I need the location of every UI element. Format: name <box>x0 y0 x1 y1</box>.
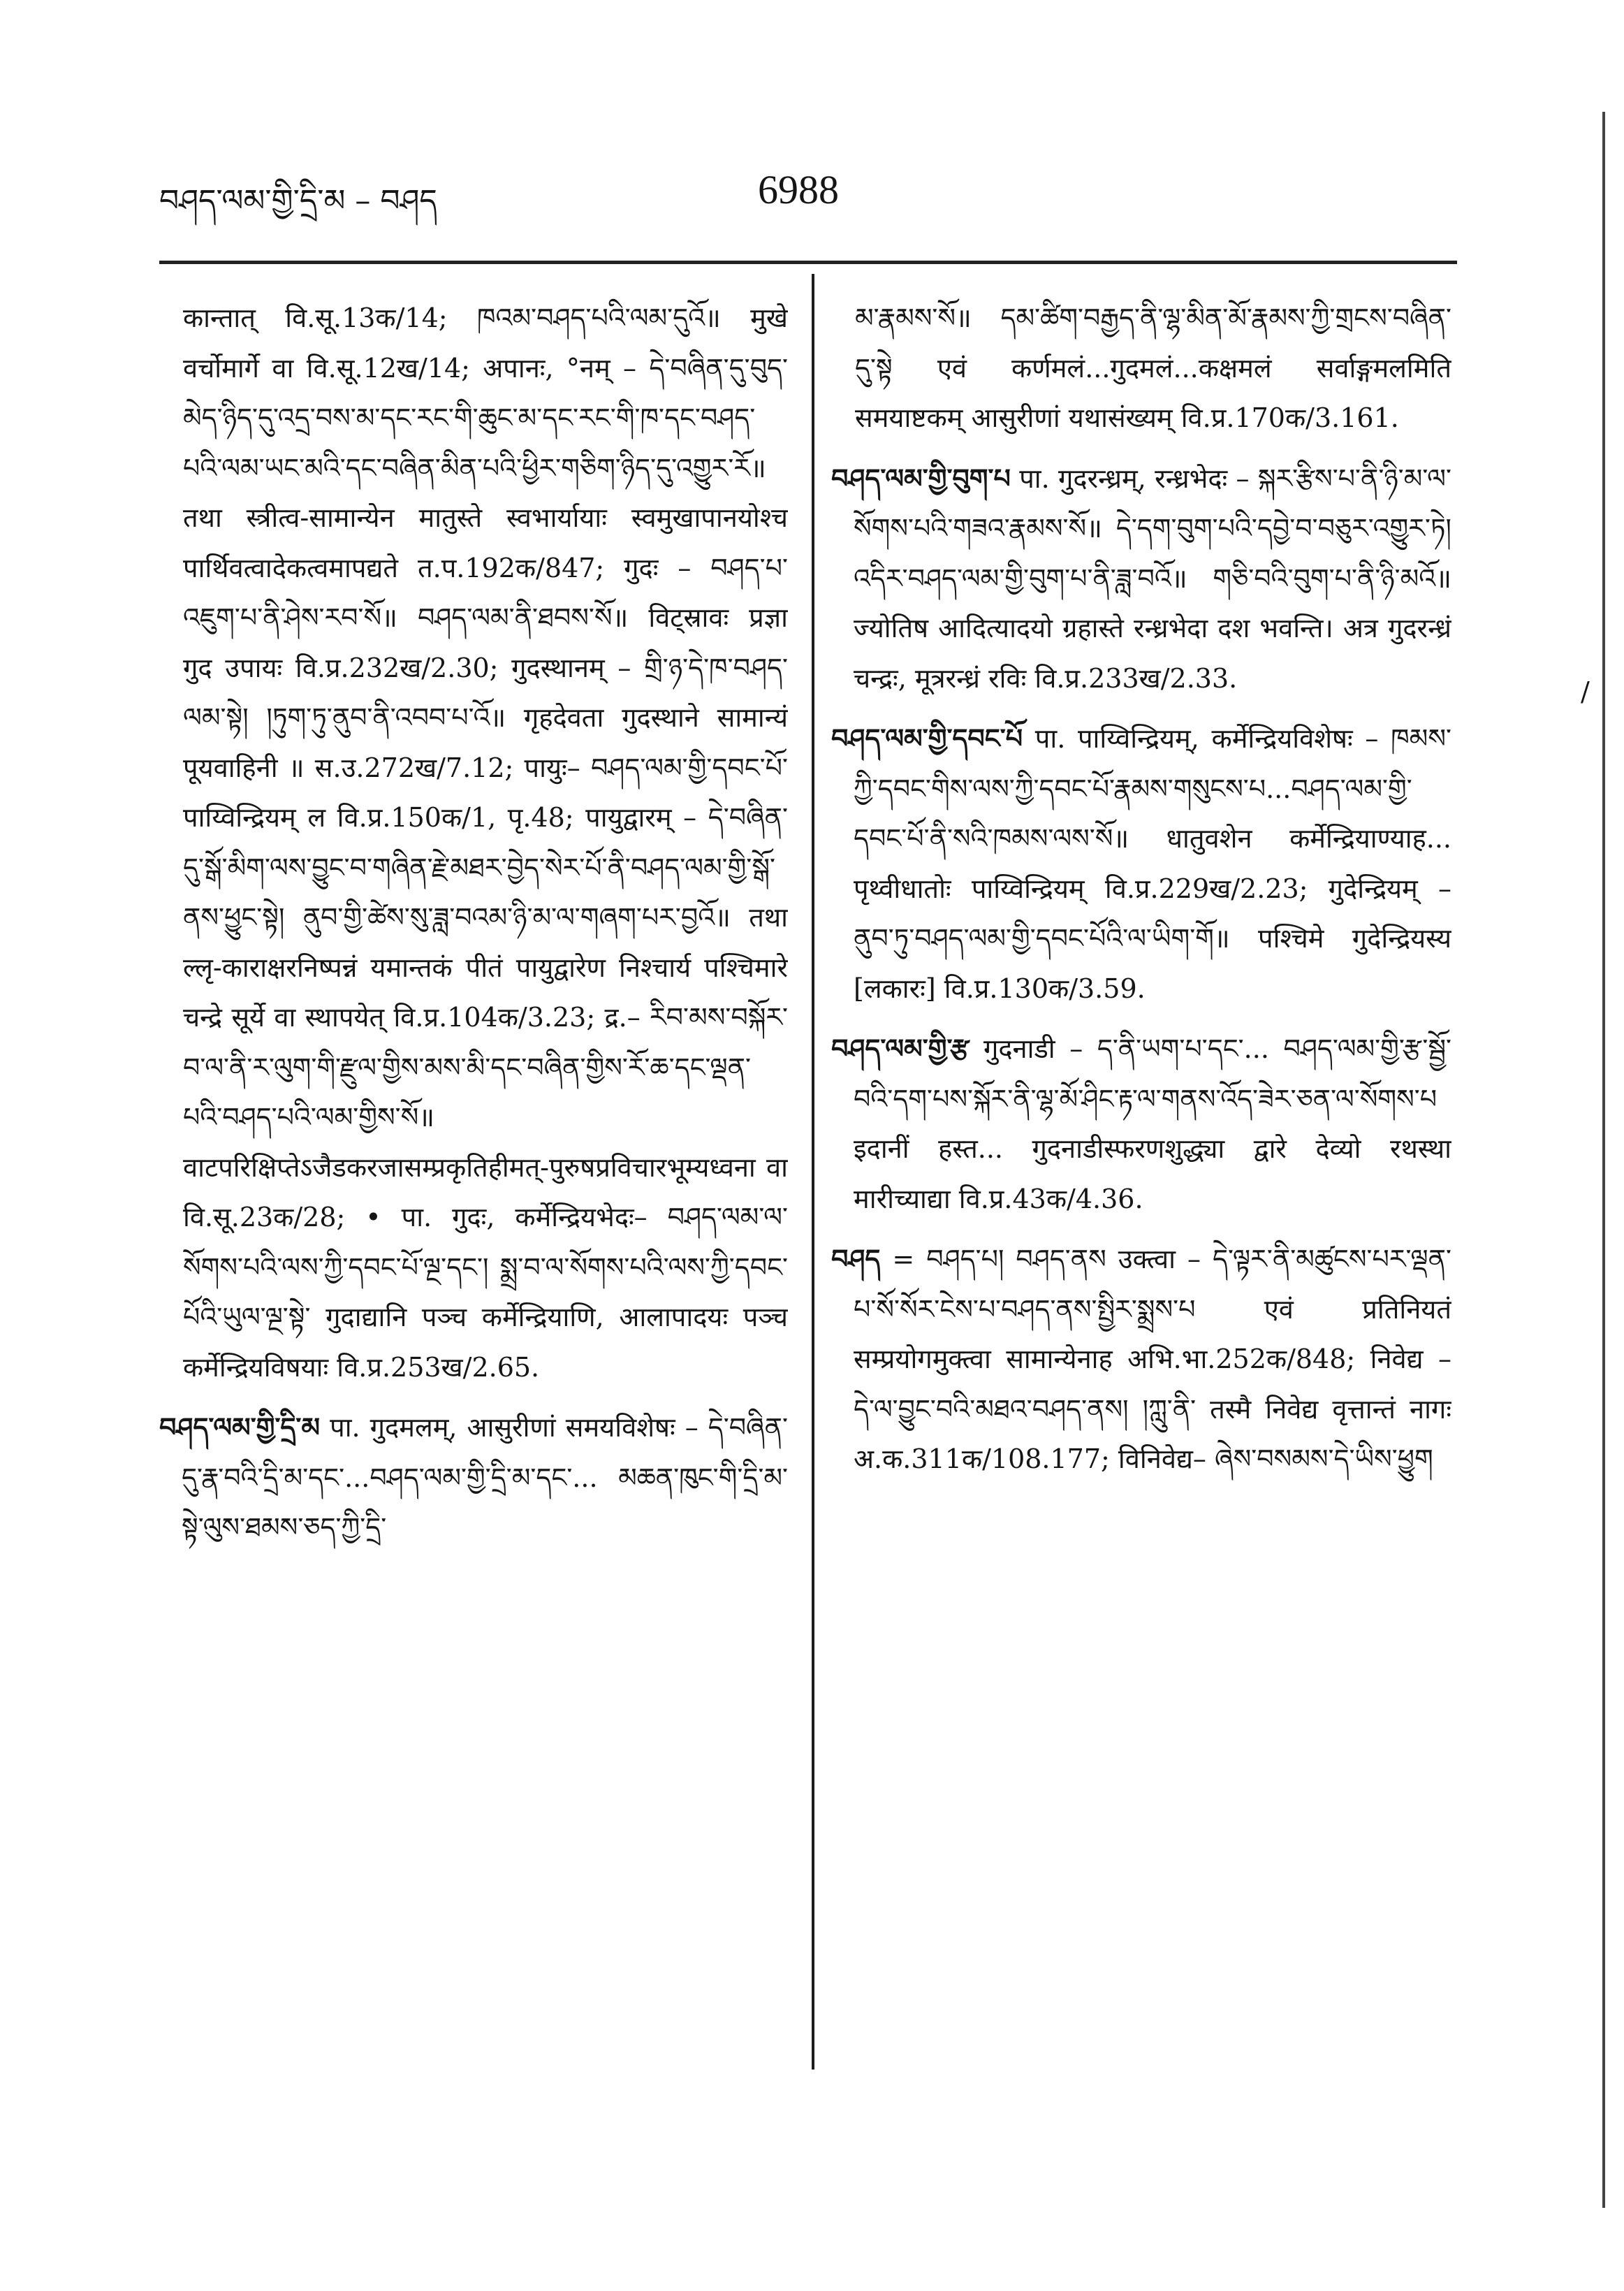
entry-continuation <box>831 293 1451 444</box>
entry-text: कान्तात् वि.सू.13क/14; ཁའམ་བཤད་པའི་ལམ་དུའོ॥ मुखे वर्चोमार्गे वा वि.सू.12ख/14; अपानः, °नम् – དེ་བཞིན་དུ་བུད་མེད་ཉིད་དུ་འདྲ་བས་མ་དང་རང་གི་ཆུང་མ་དང་རང་གི་ཁ་དང་བཤད་པའི་ལམ་ཡང་མའི་དང་བཞིན་མིན་པའི་ཕྱིར་གཅིག་ཉིད་དུ་འགྱུར་རོ॥ तथा स्त्रीत्व-सामान्येन मातुस्ते स्वभार्यायाः स्वमुखापानयोश्च पार्थिवत्वादेकत्वमापद्यते त.प.192क/847; गुदः – བཤད་པ་འཇུག་པ་ནི་ཤེས་རབ་སོ॥ བཤད་ལམ་ནི་ཐབས་སོ॥ विट्स्रावः प्रज्ञा गुद उपायः वि.प्र.232ख/2.30; गुदस्थानम् – གྲི་ཉ་དེ་ཁ་བཤད་ལམ་སྟེ། །ཏུག་ཏུ་ནུབ་ནི་འབབ་པ་འོ॥ गृहदेवता गुदस्थाने सामान्यं पूयवाहिनी ॥ स.उ.272ख/7.12; पायुः– བཤད་ལམ་གྱི་དབང་པོ་ पाय्विन्द्रियम् ल वि.प्र.150क/1, पृ.48; पायुद्वारम् – དེ་བཞིན་དུ་སྒོ་མིག་ལས་བྱུང་བ་གཞིན་རྗེ་མཐར་བྱེད་སེར་པོ་ནི་བཤད་ལམ་གྱི་སྒོ་ནས་ཕྱུང་སྟེ། ནུབ་གྱི་ཚེས་སུ་ཟླ་བའམ་ཉི་མ་ལ་གཞག་པར་བྱའོ॥ तथा ल्लृ-काराक्षरनिष्पन्नं यमान्तकं पीतं पायुद्वारेण निश्चार्य पश्चिमारे चन्द्रे सूर्ये वा स्थापयेत् वि.प्र.104क/3.23; द्र.– རིབ་མས་བསྐོར་བ་ལ་ནི་ར་ལུག་གི་རྫུལ་གྱིས་མས་མི་དང་བཞིན་གྱིས་རོ་ཆ་དང་ལྡན་པའི་བཤད་པའི་ལམ་གྱིས་སོ॥ वाटपरिक्षिप्तेऽजैडकरजासम्प्रकृतिहीमत्-पुरुषप्रविचारभूम्यध्वना वा वि.सू.23क/28; • पा. गुदः, कर्मेन्द्रियभेदः– བཤད་ལམ་ལ་སོགས་པའི་ལས་ཀྱི་དབང་པོ་ལྔ་དང་། སྨྲ་བ་ལ་སོགས་པའི་ལས་ཀྱི་དབང་པོའི་ཡུལ་ལྔ་སྟེ་ गुदाद्यानि पञ्च कर्मेन्द्रियाणि, आलापादयः पञ्च कर्मेन्द्रियविषयाः वि.प्र.253ख/2.65. <box>183 303 788 1383</box>
header-rule <box>159 261 1457 264</box>
entry-text: पा. गुदरन्ध्रम्, रन्ध्रभेदः – སྐར་རྩིས་པ་ནི་ཉི་མ་ལ་སོགས་པའི་གཟའ་རྣམས་སོ॥ དེ་དག་བུག་པའི་དབྱེ་བ་བཅུར་འགྱུར་ཏེ། འདིར་བཤད་ལམ་གྱི་བུག་པ་ནི་ཟླ་བའོ॥ གཅི་བའི་བུག་པ་ནི་ཉི་མའོ॥ ज्योतिष आदित्यादयो ग्रहास्ते रन्ध्रभेदा दश भवन्ति। अत्र गुदरन्ध्रं चन्द्रः, मूत्ररन्ध्रं रविः वि.प्र.233ख/2.33. <box>854 463 1451 694</box>
entry-headword: བཤད <box>831 1243 881 1274</box>
left-column <box>159 293 788 2271</box>
entry-headword: བཤད་ལམ་གྱི་བུག་པ <box>831 462 1011 494</box>
column-divider <box>812 274 814 2070</box>
dictionary-entry <box>831 1024 1451 1224</box>
dictionary-entry <box>831 1234 1451 1485</box>
page-number: 6988 <box>758 167 839 212</box>
entry-headword: བཤད་ལམ་གྱི་རྩ <box>831 1033 970 1064</box>
entry-headword: བཤད་ལམ་གྱི་དྲི་མ <box>159 1411 321 1443</box>
entry-continuation <box>159 293 788 1392</box>
margin-mark: / <box>1581 676 1590 707</box>
entry-text: = བཤད་པ། བཤད་ནས उक्त्वा – དེ་ལྟར་ནི་མཚུངས་པར་ལྡན་པ་སོ་སོར་ངེས་པ་བཤད་ནས་སྤྱིར་སྨྲས་པ एवं प्रतिनियतं सम्प्रयोगमुक्त्वा सामान्येनाह अभि.भा.252क/848; निवेद्य – དེ་ལ་བྱུང་བའི་མཐའ་བཤད་ནས། །ཀླུ་ནི་ तस्मै निवेद्य वृत्तान्तं नागः अ.क.311क/108.177; विनिवेद्य– ཞེས་བསམས་དེ་ཡིས་ཕྱུག <box>854 1244 1451 1474</box>
entry-text: गुदनाडी – ད་ནི་ཡག་པ་དང་... བཤད་ལམ་གྱི་རྩ་སྦྱོ་བའི་དག་པས་སྐོར་ནི་ལྷ་མོ་ཤིང་རྟ་ལ་གནས་འོད་ཟེར་ཅན་ལ་སོགས་པ इदानीं हस्त... गुदनाडीस्फरणशुद्ध्या द्वारे देव्यो रथस्था मारीच्याद्या वि.प्र.43क/4.36. <box>854 1033 1451 1214</box>
entry-headword: བཤད་ལམ་གྱི་དབང་པོ <box>831 722 1023 754</box>
entry-text: पा. पाय्विन्द्रियम्, कर्मेन्द्रियविशेषः – ཁམས་ཀྱི་དབང་གིས་ལས་ཀྱི་དབང་པོ་རྣམས་གསུངས་པ...བཤད་ལམ་གྱི་དབང་པོ་ནི་སའི་ཁམས་ལས་སོ॥ धातुवशेन कर्मेन्द्रियाण्याह... पृथ्वीधातोः पाय्विन्द्रियम् वि.प्र.229ख/2.23; गुदेन्द्रियम् – ནུབ་ཏུ་བཤད་ལམ་གྱི་དབང་པོའི་ལ་ཡིག་གོ॥ पश्चिमे गुदेन्द्रियस्य [लकारः] वि.प्र.130क/3.59. <box>854 723 1451 1004</box>
dictionary-entry <box>831 453 1451 704</box>
entry-text: མ་རྣམས་སོ॥ དམ་ཚིག་བརྒྱད་ནི་ལྷ་མིན་མོ་རྣམས་ཀྱི་གྲངས་བཞིན་དུ་སྟེ एवं कर्णमलं...गुदमलं...कक्षमलं सर्वाङ्गमलमिति समयाष्टकम् आसुरीणां यथासंख्यम् वि.प्र.170क/3.161. <box>855 303 1451 433</box>
dictionary-entry <box>159 1402 788 1553</box>
page-edge-line <box>1602 112 1605 2208</box>
right-column <box>831 293 1451 2271</box>
dictionary-entry <box>831 713 1451 1014</box>
running-head: བཤད་ལམ་གྱི་དྲི་མ – བཤད <box>159 183 437 219</box>
entry-text: पा. गुदमलम्, आसुरीणां समयविशेषः – དེ་བཞིན་དུ་རྣ་བའི་དྲི་མ་དང་...བཤད་ལམ་གྱི་དྲི་མ་དང་... མཆན་ཁུང་གི་དྲི་མ་སྟེ་ལུས་ཐམས་ཅད་ཀྱི་དྲི་ <box>182 1412 788 1543</box>
